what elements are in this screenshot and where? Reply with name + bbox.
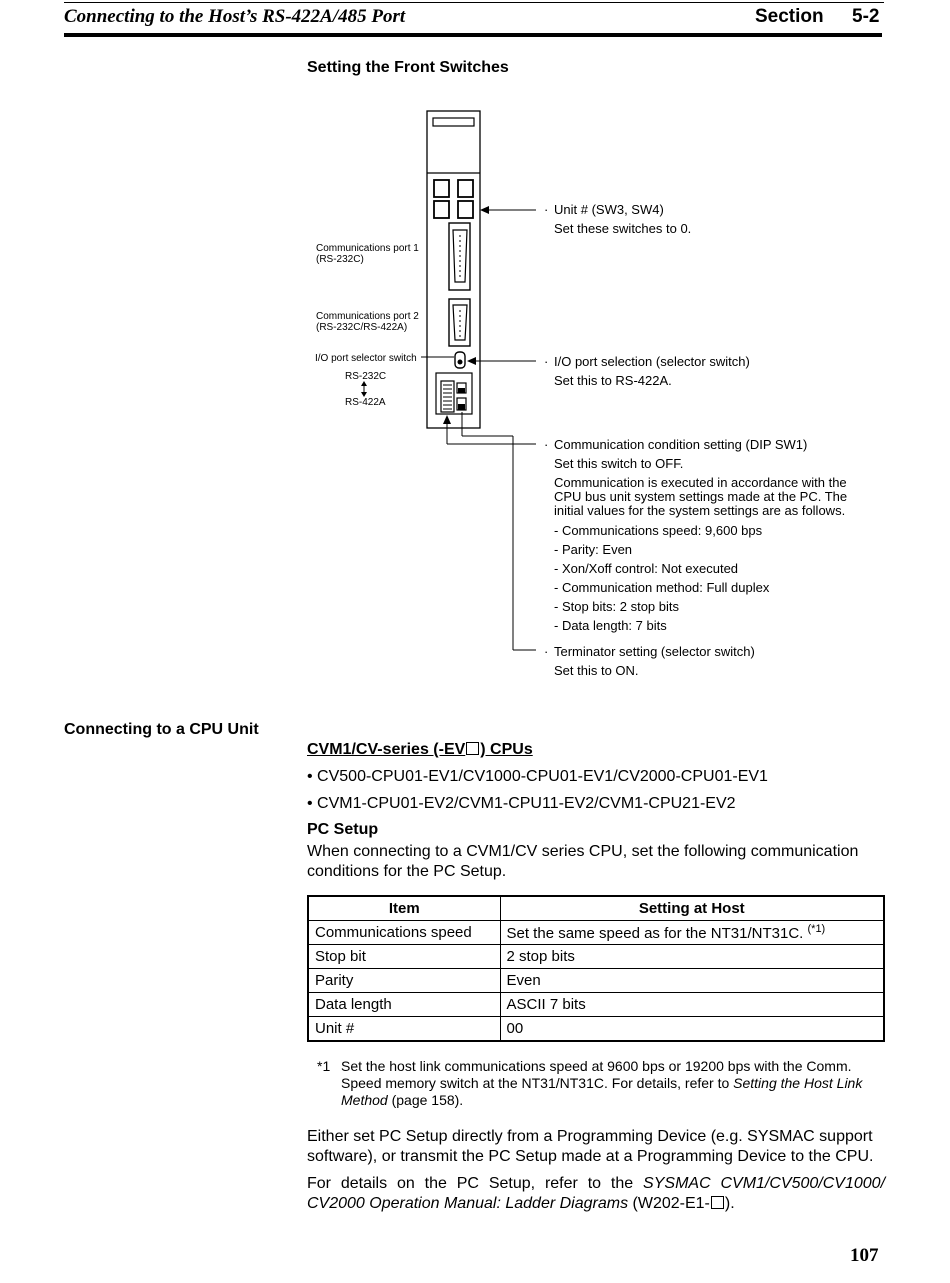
table-row [308,969,884,993]
table-cell: Set the same speed as for the NT31/NT31C. $^{(*1)}$ [500,921,884,945]
table-header-setting: Setting at Host [500,896,884,921]
selector-label: I/O port selector switch [315,353,417,364]
table-cell: Data length [308,993,500,1017]
table-row [308,1017,884,1042]
rs232c-label: RS-232C [345,371,387,382]
footnote-ref-title: Setting the Host Link Method [341,1075,863,1108]
port1-label: Communications port 1 [316,243,419,254]
rs422a-label: RS-422A [345,397,386,408]
table-cell: Stop bit [308,945,500,969]
unit-bullet: · [544,202,549,217]
unit-callout-title: Unit # (SW3, SW4) [554,202,664,217]
table-cell: Communications speed [308,921,500,945]
dip-sw1-levers [443,385,452,409]
table-cell: 00 [500,1017,884,1042]
io-callout-title: I/O port selection (selector switch) [554,354,750,369]
pc-setup-para: Either set PC Setup directly from a Programming Device (e.g. SYSMAC support software), or transmit the PC Setup made at a Programming Device to the CPU. [307,1128,874,1165]
cpu-section-heading: Connecting to a CPU Unit [64,721,259,738]
rotary-switch-sw4-lower [458,201,473,218]
cpu-bullet-item: • CV500-CPU01-EV1/CV1000-CPU01-EV1/CV2000-CPU01-EV1 [307,768,768,785]
io-callout-note: Set this to RS-422A. [554,373,672,388]
dip-desc-line: CPU bus unit system settings made at the PC. The [554,489,848,504]
front-switches-heading: Setting the Front Switches [307,59,509,76]
manual-ref-para: For details on the PC Setup, refer to the SYSMAC CVM1/CV500/CV1000/ CV2000 Operation Manual: Ladder Diagrams (W202-E1- ). [307,1175,886,1212]
cpu-bullet-item: • CVM1-CPU01-EV2/CVM1-CPU11-EV2/CVM1-CPU21-EV2 [307,795,736,812]
table-header-row [308,896,884,921]
table-cell: ASCII 7 bits [500,993,884,1017]
cpu-series-heading: CVM1/CV-series (-EV ) CPUs [307,741,533,758]
dip-desc-line: initial values for the system settings are as follows. [554,503,846,518]
table-cell: 2 stop bits [500,945,884,969]
page-number: 107 [850,1245,879,1266]
section-number: 5-2 [852,6,880,27]
dip-item: - Stop bits: 2 stop bits [554,599,680,614]
rotary-switch-sw3-lower [458,180,473,197]
unit-callout-note: Set these switches to 0. [554,221,692,236]
manual-title: SYSMAC CVM1/CV500/CV1000/ CV2000 Operation Manual: Ladder Diagrams [307,1175,886,1212]
port1-sublabel: (RS-232C) [316,254,364,265]
dip-callout-note: Set this switch to OFF. [554,456,684,471]
dip-item: - Communication method: Full duplex [554,580,770,595]
indicator-window [433,118,474,126]
dip-callout-title: Communication condition setting (DIP SW1) [554,437,808,452]
term-bullet: · [544,644,549,659]
footnote-mark: *1 [317,1058,331,1074]
rotary-switch-sw4-upper [434,201,449,218]
box-symbol [466,742,479,755]
dip-bullet: · [544,437,549,452]
table-cell: Parity [308,969,500,993]
port2-sublabel: (RS-232C/RS-422A) [316,322,408,333]
table-cell: Even [500,969,884,993]
rotary-switch-sw3-upper [434,180,449,197]
dip-desc-line: Communication is executed in accordance with the [554,475,847,490]
section-label: Section [755,6,824,27]
pc-setup-heading: PC Setup [307,821,379,838]
term-callout-title: Terminator setting (selector switch) [554,644,755,659]
pc-setup-intro: When connecting to a CVM1/CV series CPU, set the following communication conditions for the PC Setup. [307,843,859,880]
footnote-text: Set the host link communications speed at 9600 bps or 19200 bps with the Comm. Speed memory switch at the NT31/NT31C. For details, refer to Setting the Host Link Method (page 158). [341,1058,863,1108]
term-callout-note: Set this to ON. [554,663,639,678]
port2-pins [459,311,461,336]
dip-item: - Parity: Even [554,542,633,557]
table-cell: Unit # [308,1017,500,1042]
running-header-title: Connecting to the Host’s RS-422A/485 Port [64,6,406,27]
dip-item: - Xon/Xoff control: Not executed [554,561,739,576]
table-row [308,921,884,945]
table-row [308,993,884,1017]
port1-pins [459,236,461,276]
footnote-ref: (*1) [807,923,826,935]
table-header-item: Item [308,896,500,921]
dip-item: - Communications speed: 9,600 bps [554,523,763,538]
pc-setup-table [307,895,885,1042]
io-bullet: · [544,354,549,369]
dip-item: - Data length: 7 bits [554,618,667,633]
port2-label: Communications port 2 [316,311,419,322]
table-row [308,945,884,969]
box-symbol [711,1196,724,1209]
